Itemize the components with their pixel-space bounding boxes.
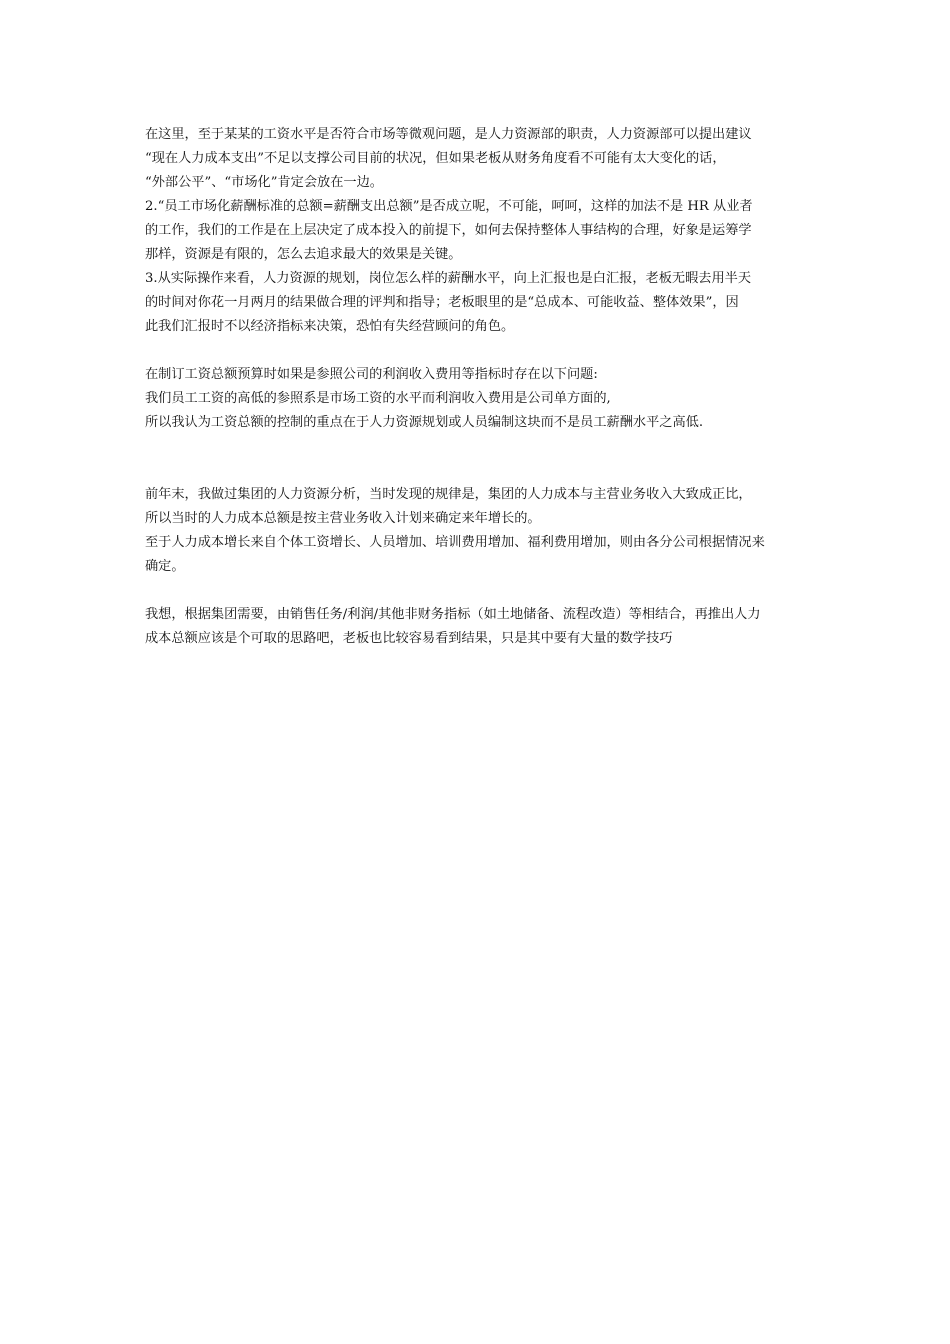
paragraph-spacer <box>145 579 810 603</box>
text-line: 所以我认为工资总额的控制的重点在于人力资源规划或人员编制这块而不是员工薪酬水平之高低. <box>145 415 704 430</box>
paragraph-section-1 <box>145 123 810 339</box>
paragraph-section-2 <box>145 363 810 435</box>
text-line: 此我们汇报时不以经济指标来决策，恐怕有失经营顾问的角色。 <box>145 319 515 334</box>
text-line: 所以当时的人力成本总额是按主营业务收入计划来确定来年增长的。 <box>145 511 541 526</box>
text-line: 2.“员工市场化薪酬标准的总额=薪酬支出总额”是否成立呢，不可能，呵呵，这样的加法不是 HR 从业者 <box>145 199 753 214</box>
text-line: 的时间对你花一月两月的结果做合理的评判和指导；老板眼里的是“总成本、可能收益、整体效果”，因 <box>145 295 739 310</box>
paragraph-spacer <box>145 339 810 363</box>
text-line: 我想，根据集团需要，由销售任务/利润/其他非财务指标（如土地储备、流程改造）等相结合，再推出人力 <box>145 607 761 622</box>
paragraph-spacer <box>145 435 810 483</box>
paragraph-section-3 <box>145 483 810 579</box>
text-line: 3.从实际操作来看，人力资源的规划，岗位怎么样的薪酬水平，向上汇报也是白汇报，老板无暇去用半天 <box>145 271 752 286</box>
text-line: 的工作，我们的工作是在上层决定了成本投入的前提下，如何去保持整体人事结构的合理，好象是运筹学 <box>145 223 752 238</box>
text-line: 至于人力成本增长来自个体工资增长、人员增加、培训费用增加、福利费用增加，则由各分公司根据情况来 <box>145 535 765 550</box>
text-line: 前年末，我做过集团的人力资源分析，当时发现的规律是，集团的人力成本与主营业务收入大致成正比， <box>145 487 752 502</box>
text-line: 成本总额应该是个可取的思路吧，老板也比较容易看到结果，只是其中要有大量的数学技巧 <box>145 631 673 646</box>
text-line: 确定。 <box>145 559 185 574</box>
text-line: 在制订工资总额预算时如果是参照公司的利润收入费用等指标时存在以下问题: <box>145 367 598 382</box>
document-body <box>145 123 810 651</box>
paragraph-section-4 <box>145 603 810 651</box>
text-line: “现在人力成本支出”不足以支撑公司目前的状况，但如果老板从财务角度看不可能有太大变化的话， <box>145 151 726 166</box>
text-line: 那样，资源是有限的，怎么去追求最大的效果是关键。 <box>145 247 462 262</box>
text-line: “外部公平”、“市场化”肯定会放在一边。 <box>145 175 383 190</box>
text-line: 在这里，至于某某的工资水平是否符合市场等微观问题，是人力资源部的职责，人力资源部可以提出建议 <box>145 127 752 142</box>
text-line: 我们员工工资的高低的参照系是市场工资的水平而利润收入费用是公司单方面的, <box>145 391 611 406</box>
